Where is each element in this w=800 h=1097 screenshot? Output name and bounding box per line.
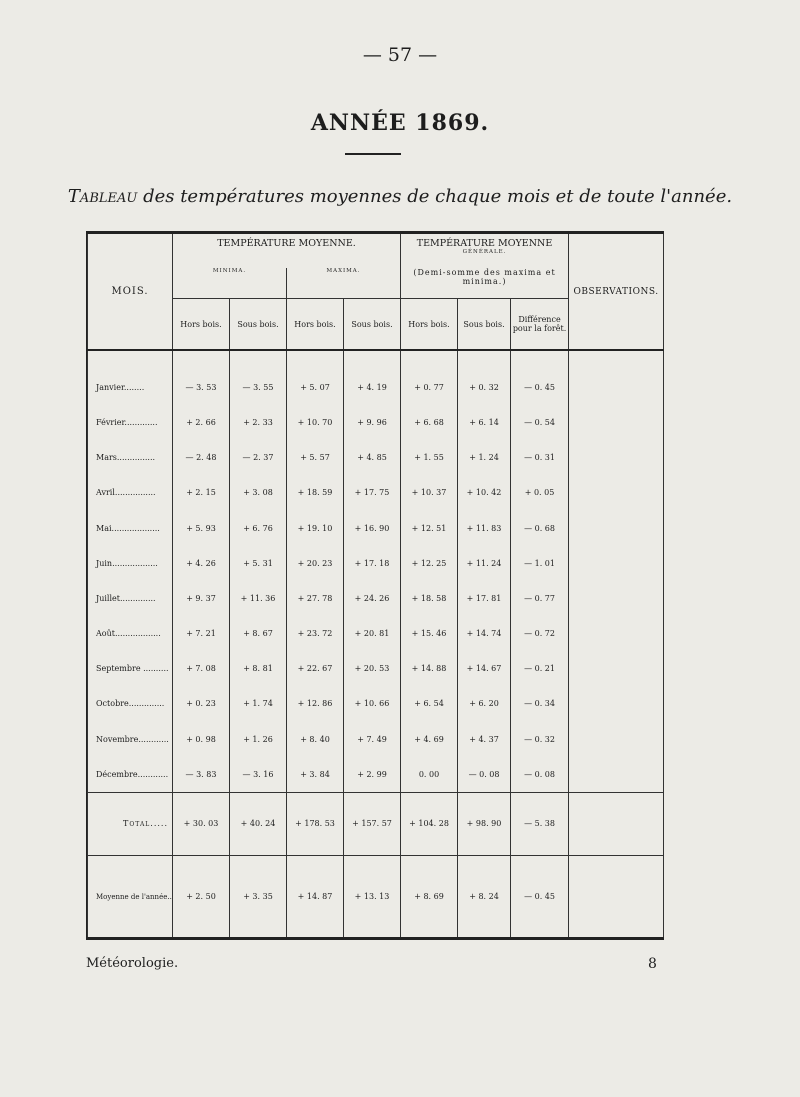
month-label: Mars............... [88, 440, 173, 475]
month-label: Janvier........ [88, 370, 173, 405]
table-caption [0, 186, 800, 207]
observations-cell [569, 546, 664, 581]
min-hors-bois: — 3. 53 [173, 370, 230, 405]
caption-rest: des températures moyennes de chaque mois et de toute l'année. [137, 186, 733, 207]
gen-sous-bois: + 1. 24 [458, 440, 511, 475]
month-label: Septembre .......... [88, 651, 173, 686]
temperature-table [87, 234, 664, 937]
header-observations: OBSERVATIONS. [569, 234, 664, 350]
gen-sous-bois: + 11. 83 [458, 510, 511, 545]
header-minima: MINIMA. [173, 268, 287, 299]
header-max-hors-bois: Hors bois. [287, 299, 344, 351]
gen-hors-bois: + 4. 69 [401, 722, 458, 757]
month-label: Décembre............ [88, 757, 173, 793]
max-sous-bois: + 10. 66 [344, 686, 401, 721]
header-difference: Différence pour la forêt. [511, 299, 569, 351]
min-hors-bois: + 7. 21 [173, 616, 230, 651]
observations-cell [569, 686, 664, 721]
max-hors-bois: + 8. 40 [287, 722, 344, 757]
table-row [88, 475, 664, 510]
min-hors-bois: + 0. 23 [173, 686, 230, 721]
gen-hors-bois: + 6. 68 [401, 405, 458, 440]
min-sous-bois: + 8. 67 [230, 616, 287, 651]
difference: — 0. 34 [511, 686, 569, 721]
max-hors-bois: + 27. 78 [287, 581, 344, 616]
min-sous-bois: + 1. 26 [230, 722, 287, 757]
month-label: Novembre............ [88, 722, 173, 757]
min-hors-bois: + 0. 98 [173, 722, 230, 757]
max-hors-bois: + 18. 59 [287, 475, 344, 510]
gen-hors-bois: + 14. 88 [401, 651, 458, 686]
header-min-sous-bois: Sous bois. [230, 299, 287, 351]
observations-cell [569, 792, 664, 855]
spacer-row [88, 350, 664, 370]
table-row [88, 722, 664, 757]
header-generale: GÉNÉRALE. [462, 249, 507, 255]
difference: — 0. 21 [511, 651, 569, 686]
difference: — 0. 72 [511, 616, 569, 651]
observations-cell [569, 440, 664, 475]
total-min-hors-bois: + 30. 03 [173, 792, 230, 855]
month-label: Avril................ [88, 475, 173, 510]
max-hors-bois: + 12. 86 [287, 686, 344, 721]
max-sous-bois: + 20. 53 [344, 651, 401, 686]
moyenne-max-hors-bois: + 14. 87 [287, 856, 344, 937]
month-label: Août.................. [88, 616, 173, 651]
min-sous-bois: + 5. 31 [230, 546, 287, 581]
difference: — 0. 08 [511, 757, 569, 793]
max-sous-bois: + 9. 96 [344, 405, 401, 440]
gen-sous-bois: + 10. 42 [458, 475, 511, 510]
min-hors-bois: — 2. 48 [173, 440, 230, 475]
observations-cell [569, 475, 664, 510]
observations-cell [569, 581, 664, 616]
total-gen-sous-bois: + 98. 90 [458, 792, 511, 855]
difference: — 0. 77 [511, 581, 569, 616]
max-sous-bois: + 20. 81 [344, 616, 401, 651]
min-sous-bois: + 8. 81 [230, 651, 287, 686]
max-sous-bois: + 17. 18 [344, 546, 401, 581]
header-temperature-moyenne: TEMPÉRATURE MOYENNE. [173, 234, 401, 268]
max-sous-bois: + 16. 90 [344, 510, 401, 545]
gen-sous-bois: + 11. 24 [458, 546, 511, 581]
header-maxima: MAXIMA. [287, 268, 401, 299]
header-temperature-generale [401, 234, 569, 268]
difference: — 0. 32 [511, 722, 569, 757]
header-temperature-generale-label: TEMPÉRATURE MOYENNE [416, 238, 553, 249]
max-hors-bois: + 20. 23 [287, 546, 344, 581]
gen-hors-bois: + 12. 25 [401, 546, 458, 581]
year-title: ANNÉE 1869. [310, 110, 490, 136]
table-row [88, 686, 664, 721]
gen-hors-bois: + 10. 37 [401, 475, 458, 510]
gen-hors-bois: + 18. 58 [401, 581, 458, 616]
footer-signature-number: 8 [648, 956, 657, 972]
month-label: Mai................... [88, 510, 173, 545]
total-max-hors-bois: + 178. 53 [287, 792, 344, 855]
table-row [88, 616, 664, 651]
gen-hors-bois: + 6. 54 [401, 686, 458, 721]
table-row [88, 510, 664, 545]
max-hors-bois: + 3. 84 [287, 757, 344, 793]
moyenne-label: Moyenne de l'année.. [88, 856, 173, 937]
moyenne-max-sous-bois: + 13. 13 [344, 856, 401, 937]
min-sous-bois: + 11. 36 [230, 581, 287, 616]
max-sous-bois: + 4. 19 [344, 370, 401, 405]
min-sous-bois: + 3. 08 [230, 475, 287, 510]
header-max-sous-bois: Sous bois. [344, 299, 401, 351]
max-hors-bois: + 5. 07 [287, 370, 344, 405]
total-min-sous-bois: + 40. 24 [230, 792, 287, 855]
table-row [88, 581, 664, 616]
difference: — 0. 31 [511, 440, 569, 475]
observations-cell [569, 510, 664, 545]
gen-sous-bois: + 6. 20 [458, 686, 511, 721]
gen-hors-bois: + 1. 55 [401, 440, 458, 475]
min-hors-bois: + 5. 93 [173, 510, 230, 545]
header-demi-somme: (Demi-somme des maxima et minima.) [401, 268, 569, 299]
total-row [88, 792, 664, 855]
gen-hors-bois: + 12. 51 [401, 510, 458, 545]
moyenne-min-sous-bois: + 3. 35 [230, 856, 287, 937]
observations-cell [569, 405, 664, 440]
moyenne-min-hors-bois: + 2. 50 [173, 856, 230, 937]
gen-sous-bois: + 0. 32 [458, 370, 511, 405]
max-hors-bois: + 5. 57 [287, 440, 344, 475]
table-row [88, 651, 664, 686]
month-label: Février............. [88, 405, 173, 440]
observations-cell [569, 651, 664, 686]
min-hors-bois: + 2. 15 [173, 475, 230, 510]
gen-sous-bois: + 17. 81 [458, 581, 511, 616]
min-sous-bois: + 6. 76 [230, 510, 287, 545]
month-label: Juin.................. [88, 546, 173, 581]
max-hors-bois: + 10. 70 [287, 405, 344, 440]
difference: — 0. 68 [511, 510, 569, 545]
max-sous-bois: + 2. 99 [344, 757, 401, 793]
gen-sous-bois: + 14. 74 [458, 616, 511, 651]
temperature-table-frame [86, 231, 664, 940]
min-hors-bois: + 7. 08 [173, 651, 230, 686]
header-min-hors-bois: Hors bois. [173, 299, 230, 351]
min-hors-bois: — 3. 83 [173, 757, 230, 793]
header-gen-hors-bois: Hors bois. [401, 299, 458, 351]
total-label: Total..... [88, 792, 173, 855]
month-label: Octobre.............. [88, 686, 173, 721]
table-row [88, 405, 664, 440]
month-label: Juillet.............. [88, 581, 173, 616]
gen-sous-bois: + 14. 67 [458, 651, 511, 686]
page-number: — 57 — [362, 44, 438, 66]
gen-hors-bois: + 0. 77 [401, 370, 458, 405]
max-sous-bois: + 7. 49 [344, 722, 401, 757]
table-row [88, 546, 664, 581]
max-sous-bois: + 4. 85 [344, 440, 401, 475]
header-mois: MOIS. [88, 234, 173, 350]
difference: — 1. 01 [511, 546, 569, 581]
observations-cell [569, 370, 664, 405]
min-sous-bois: — 3. 16 [230, 757, 287, 793]
min-hors-bois: + 9. 37 [173, 581, 230, 616]
gen-hors-bois: + 15. 46 [401, 616, 458, 651]
observations-cell [569, 757, 664, 793]
gen-sous-bois: + 6. 14 [458, 405, 511, 440]
total-gen-hors-bois: + 104. 28 [401, 792, 458, 855]
difference: + 0. 05 [511, 475, 569, 510]
max-hors-bois: + 23. 72 [287, 616, 344, 651]
min-hors-bois: + 2. 66 [173, 405, 230, 440]
min-hors-bois: + 4. 26 [173, 546, 230, 581]
min-sous-bois: + 1. 74 [230, 686, 287, 721]
observations-cell [569, 722, 664, 757]
gen-sous-bois: + 4. 37 [458, 722, 511, 757]
difference: — 0. 54 [511, 405, 569, 440]
caption-lead: Tableau [67, 186, 138, 207]
table-row [88, 757, 664, 793]
gen-hors-bois: 0. 00 [401, 757, 458, 793]
max-sous-bois: + 24. 26 [344, 581, 401, 616]
title-rule [345, 153, 401, 155]
footer-section-name: Météorologie. [86, 956, 179, 971]
moyenne-row [88, 856, 664, 937]
observations-cell [569, 616, 664, 651]
table-row [88, 370, 664, 405]
moyenne-gen-sous-bois: + 8. 24 [458, 856, 511, 937]
total-difference: — 5. 38 [511, 792, 569, 855]
min-sous-bois: + 2. 33 [230, 405, 287, 440]
min-sous-bois: — 3. 55 [230, 370, 287, 405]
moyenne-gen-hors-bois: + 8. 69 [401, 856, 458, 937]
observations-cell [569, 856, 664, 937]
table-row [88, 440, 664, 475]
difference: — 0. 45 [511, 370, 569, 405]
max-hors-bois: + 22. 67 [287, 651, 344, 686]
gen-sous-bois: — 0. 08 [458, 757, 511, 793]
min-sous-bois: — 2. 37 [230, 440, 287, 475]
total-max-sous-bois: + 157. 57 [344, 792, 401, 855]
max-hors-bois: + 19. 10 [287, 510, 344, 545]
header-gen-sous-bois: Sous bois. [458, 299, 511, 351]
max-sous-bois: + 17. 75 [344, 475, 401, 510]
moyenne-difference: — 0. 45 [511, 856, 569, 937]
